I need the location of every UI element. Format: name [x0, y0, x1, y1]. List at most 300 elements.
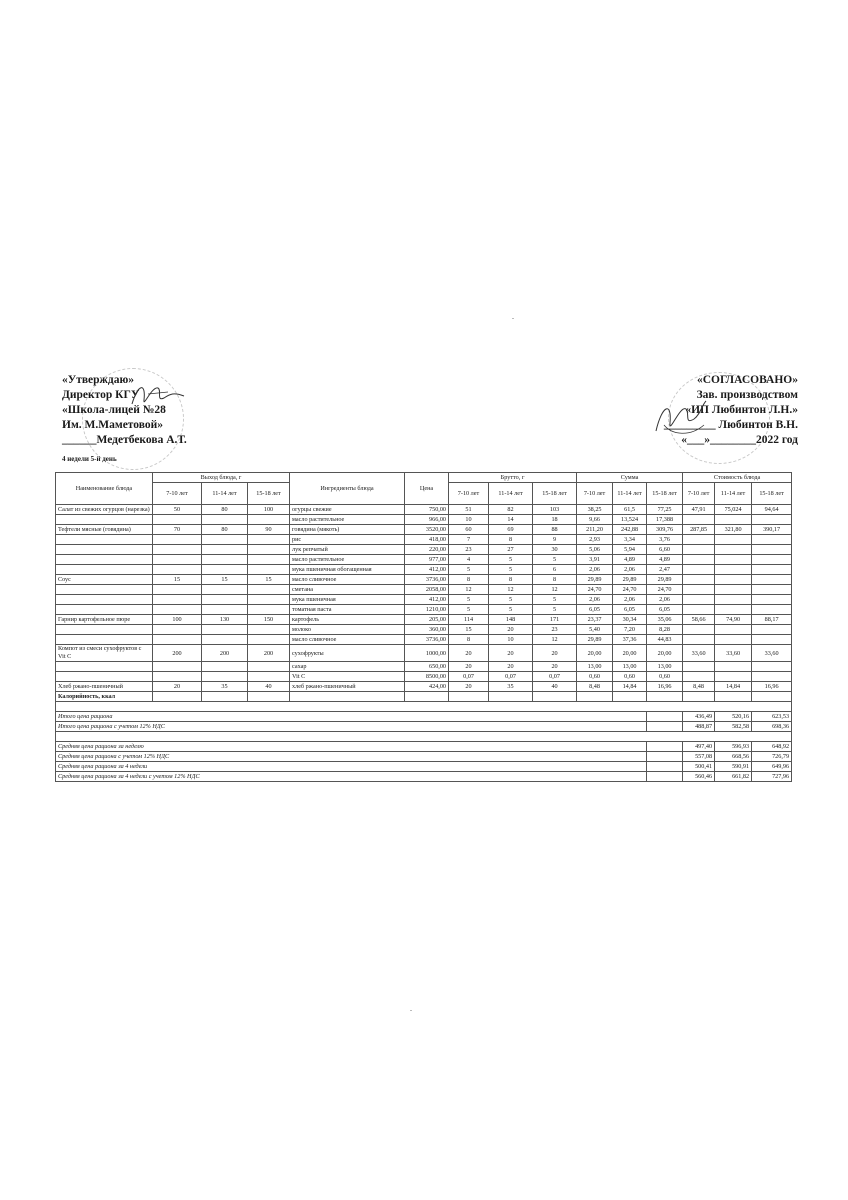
dish-name-cell [56, 585, 153, 595]
output-cell [153, 555, 202, 565]
sum-cell: 6,05 [613, 605, 647, 615]
day-label: 4 недели 5-й день [62, 455, 117, 463]
ingredient-cell: хлеб ржано-пшеничный [290, 682, 405, 692]
brutto-cell: 5 [449, 565, 489, 575]
output-cell: 35 [202, 682, 248, 692]
sum-cell: 5,40 [577, 625, 613, 635]
header-age-15-18: 15-18 лет [533, 483, 577, 505]
total-value: 500,41 [683, 762, 715, 772]
cost-cell [752, 635, 792, 645]
total-value: 560,46 [683, 772, 715, 782]
brutto-cell: 20 [533, 662, 577, 672]
table-row [56, 575, 792, 585]
header-age-11-14: 11-14 лет [613, 483, 647, 505]
brutto-cell: 35 [489, 682, 533, 692]
sum-cell: 20,00 [613, 645, 647, 662]
price-cell: 3520,00 [405, 525, 449, 535]
cost-cell [683, 515, 715, 525]
header-output: Выход блюда, г [153, 473, 290, 483]
agreement-line-1: «СОГЛАСОВАНО» [696, 374, 798, 386]
brutto-cell: 0,07 [449, 672, 489, 682]
cost-cell: 88,17 [752, 615, 792, 625]
brutto-cell: 88 [533, 525, 577, 535]
brutto-cell: 23 [533, 625, 577, 635]
cost-cell: 33,60 [683, 645, 715, 662]
brutto-cell: 15 [449, 625, 489, 635]
cost-cell [715, 635, 752, 645]
output-cell: 100 [248, 505, 290, 515]
dish-name-cell [56, 605, 153, 615]
ingredient-cell: масло растительное [290, 555, 405, 565]
approval-line-2: Директор КГУ [62, 389, 140, 401]
brutto-cell: 20 [489, 625, 533, 635]
brutto-cell: 8 [533, 575, 577, 585]
brutto-cell: 20 [449, 645, 489, 662]
output-cell [153, 595, 202, 605]
brutto-cell: 20 [489, 662, 533, 672]
brutto-cell: 40 [533, 682, 577, 692]
price-cell: 966,00 [405, 515, 449, 525]
output-cell: 200 [153, 645, 202, 662]
brutto-cell: 12 [489, 585, 533, 595]
empty-cell [613, 692, 647, 702]
cost-cell [715, 625, 752, 635]
price-cell: 360,00 [405, 625, 449, 635]
empty-cell [752, 692, 792, 702]
total-label: Средняя цена рациона за неделю [56, 742, 647, 752]
dish-name-cell [56, 625, 153, 635]
dish-name-cell: Тефтели мясные (говядина) [56, 525, 153, 535]
empty-cell [683, 692, 715, 702]
brutto-cell: 5 [533, 555, 577, 565]
total-value: 726,79 [752, 752, 792, 762]
table-row [56, 662, 792, 672]
brutto-cell: 5 [489, 565, 533, 575]
cost-cell: 33,60 [752, 645, 792, 662]
sum-cell: 29,89 [577, 575, 613, 585]
table-row [56, 635, 792, 645]
sum-cell: 5,94 [613, 545, 647, 555]
total-value: 623,53 [752, 712, 792, 722]
sum-cell: 7,20 [613, 625, 647, 635]
ingredient-cell: говядина (мякоть) [290, 525, 405, 535]
output-cell [202, 635, 248, 645]
ingredient-cell: сахар [290, 662, 405, 672]
sum-cell: 0,60 [577, 672, 613, 682]
header-age-11-14: 11-14 лет [489, 483, 533, 505]
cost-cell: 16,96 [752, 682, 792, 692]
empty-cell [248, 692, 290, 702]
cost-cell [752, 605, 792, 615]
output-cell [248, 535, 290, 545]
total-value: 582,58 [715, 722, 752, 732]
director-signature [128, 380, 188, 410]
spacer-row [56, 702, 792, 712]
ingredient-cell: картофель [290, 615, 405, 625]
empty-cell [489, 692, 533, 702]
dish-name-cell [56, 635, 153, 645]
output-cell [153, 635, 202, 645]
brutto-cell: 20 [449, 682, 489, 692]
sum-cell: 2,06 [613, 595, 647, 605]
output-cell [202, 672, 248, 682]
cost-cell [752, 672, 792, 682]
output-cell [153, 662, 202, 672]
total-row [56, 762, 792, 772]
output-cell: 15 [202, 575, 248, 585]
empty-cell [449, 692, 489, 702]
agreement-line-5: «___»________2022 год [681, 434, 798, 446]
brutto-cell: 5 [533, 595, 577, 605]
cost-cell [752, 625, 792, 635]
output-cell: 150 [248, 615, 290, 625]
output-cell [248, 545, 290, 555]
dish-name-cell [56, 672, 153, 682]
empty-cell [647, 762, 683, 772]
agreement-line-4: _________ Любинтон В.Н. [663, 419, 798, 431]
total-value: 497,40 [683, 742, 715, 752]
sum-cell: 2,06 [577, 565, 613, 575]
brutto-cell: 5 [449, 605, 489, 615]
ingredient-cell: молоко [290, 625, 405, 635]
sum-cell: 309,76 [647, 525, 683, 535]
sum-cell: 61,5 [613, 505, 647, 515]
dish-name-cell [56, 545, 153, 555]
approval-line-3: «Школа-лицей №28 [62, 404, 166, 416]
cost-cell [715, 662, 752, 672]
sum-cell: 2,06 [647, 595, 683, 605]
brutto-cell: 0,07 [489, 672, 533, 682]
empty-cell [153, 692, 202, 702]
output-cell [153, 565, 202, 575]
sum-cell: 6,05 [647, 605, 683, 615]
sum-cell: 3,34 [613, 535, 647, 545]
ingredient-cell: мука пшеничная обогащенная [290, 565, 405, 575]
agreement-line-2: Зав. производством [696, 389, 798, 401]
brutto-cell: 5 [489, 555, 533, 565]
sum-cell: 23,37 [577, 615, 613, 625]
total-value: 557,08 [683, 752, 715, 762]
sum-cell: 4,89 [647, 555, 683, 565]
sum-cell: 4,89 [613, 555, 647, 565]
price-cell: 750,00 [405, 505, 449, 515]
empty-cell [647, 742, 683, 752]
total-value: 590,91 [715, 762, 752, 772]
price-cell: 8500,00 [405, 672, 449, 682]
total-value: 698,36 [752, 722, 792, 732]
brutto-cell: 12 [449, 585, 489, 595]
output-cell [202, 625, 248, 635]
header-age-15-18: 15-18 лет [752, 483, 792, 505]
cost-cell: 8,48 [683, 682, 715, 692]
total-value: 488,87 [683, 722, 715, 732]
brutto-cell: 23 [449, 545, 489, 555]
spacer-cell [56, 702, 792, 712]
output-cell [202, 545, 248, 555]
cost-cell: 75,024 [715, 505, 752, 515]
header-age-7-10: 7-10 лет [153, 483, 202, 505]
sum-cell: 5,06 [577, 545, 613, 555]
brutto-cell: 30 [533, 545, 577, 555]
empty-cell [290, 692, 405, 702]
output-cell: 90 [248, 525, 290, 535]
sum-cell: 2,06 [613, 565, 647, 575]
total-label: Средняя цена рациона за 4 недели с учетом 12% НДС [56, 772, 647, 782]
sum-cell: 9,66 [577, 515, 613, 525]
header-age-7-10: 7-10 лет [683, 483, 715, 505]
empty-cell [715, 692, 752, 702]
sum-cell: 14,84 [613, 682, 647, 692]
output-cell: 40 [248, 682, 290, 692]
total-row [56, 742, 792, 752]
table-row [56, 555, 792, 565]
output-cell: 50 [153, 505, 202, 515]
cost-cell [683, 545, 715, 555]
output-cell [248, 555, 290, 565]
cost-cell [715, 555, 752, 565]
sum-cell: 24,70 [647, 585, 683, 595]
price-cell: 205,00 [405, 615, 449, 625]
brutto-cell: 60 [449, 525, 489, 535]
brutto-cell: 12 [533, 635, 577, 645]
total-value: 668,56 [715, 752, 752, 762]
price-cell: 220,00 [405, 545, 449, 555]
spacer-row [56, 732, 792, 742]
cost-cell [715, 585, 752, 595]
table-header-row [56, 473, 792, 483]
empty-cell [647, 722, 683, 732]
sum-cell: 77,25 [647, 505, 683, 515]
table-row [56, 565, 792, 575]
ingredient-cell: масло растительное [290, 515, 405, 525]
cost-cell [752, 585, 792, 595]
brutto-cell: 0,07 [533, 672, 577, 682]
brutto-cell: 8 [449, 635, 489, 645]
output-cell: 80 [202, 525, 248, 535]
sum-cell: 0,60 [613, 672, 647, 682]
brutto-cell: 5 [449, 595, 489, 605]
header-age-7-10: 7-10 лет [577, 483, 613, 505]
output-cell [153, 545, 202, 555]
ingredient-cell: рис [290, 535, 405, 545]
output-cell [153, 585, 202, 595]
output-cell: 20 [153, 682, 202, 692]
brutto-cell: 6 [533, 565, 577, 575]
sum-cell: 3,76 [647, 535, 683, 545]
output-cell [248, 585, 290, 595]
price-cell: 424,00 [405, 682, 449, 692]
output-cell [248, 565, 290, 575]
sum-cell: 211,20 [577, 525, 613, 535]
sum-cell: 2,06 [577, 595, 613, 605]
ingredient-cell: сметана [290, 585, 405, 595]
brutto-cell: 5 [489, 595, 533, 605]
table-row [56, 535, 792, 545]
scan-speck [410, 1010, 412, 1011]
output-cell [153, 625, 202, 635]
total-value: 648,92 [752, 742, 792, 752]
table-row [56, 625, 792, 635]
scan-speck [512, 318, 514, 319]
cost-cell [752, 555, 792, 565]
cost-cell: 287,85 [683, 525, 715, 535]
sum-cell: 24,70 [613, 585, 647, 595]
approval-line-5: ______Медетбекова А.Т. [62, 434, 187, 446]
cost-cell [715, 595, 752, 605]
output-cell [202, 535, 248, 545]
cost-cell [683, 605, 715, 615]
output-cell [248, 635, 290, 645]
sum-cell: 35,06 [647, 615, 683, 625]
table-row [56, 505, 792, 515]
sum-cell: 20,00 [647, 645, 683, 662]
total-label: Итого цена рациона с учетом 12% НДС [56, 722, 647, 732]
empty-cell [405, 692, 449, 702]
sum-cell: 17,388 [647, 515, 683, 525]
output-cell: 80 [202, 505, 248, 515]
cost-cell [683, 555, 715, 565]
output-cell [202, 555, 248, 565]
header-age-15-18: 15-18 лет [248, 483, 290, 505]
total-row [56, 752, 792, 762]
brutto-cell: 14 [489, 515, 533, 525]
sum-cell: 242,88 [613, 525, 647, 535]
brutto-cell: 9 [533, 535, 577, 545]
output-cell: 200 [202, 645, 248, 662]
cost-cell: 58,66 [683, 615, 715, 625]
approval-line-4: Им. М.Маметовой» [62, 419, 164, 431]
dish-name-cell: Соус [56, 575, 153, 585]
brutto-cell: 5 [489, 605, 533, 615]
agreement-line-3: «ИП Любинтон Л.Н.» [685, 404, 798, 416]
output-cell [202, 565, 248, 575]
sum-cell: 29,89 [647, 575, 683, 585]
cost-cell [752, 545, 792, 555]
cost-cell [715, 565, 752, 575]
empty-cell [577, 692, 613, 702]
dish-name-cell: Компот из смеси сухофруктов с Vit C [56, 645, 153, 662]
calories-row [56, 692, 792, 702]
sum-cell: 2,47 [647, 565, 683, 575]
total-value: 649,96 [752, 762, 792, 772]
sum-cell: 0,60 [647, 672, 683, 682]
brutto-cell: 5 [533, 605, 577, 615]
dish-name-cell [56, 565, 153, 575]
output-cell [153, 515, 202, 525]
cost-cell [752, 575, 792, 585]
brutto-cell: 27 [489, 545, 533, 555]
sum-cell: 13,524 [613, 515, 647, 525]
table-row [56, 682, 792, 692]
cost-cell [752, 565, 792, 575]
output-cell: 15 [153, 575, 202, 585]
price-cell: 650,00 [405, 662, 449, 672]
spacer-cell [56, 732, 792, 742]
output-cell: 130 [202, 615, 248, 625]
approval-line-1: «Утверждаю» [62, 374, 134, 386]
total-row [56, 722, 792, 732]
dish-name-cell [56, 515, 153, 525]
brutto-cell: 69 [489, 525, 533, 535]
cost-cell [752, 662, 792, 672]
total-value: 596,93 [715, 742, 752, 752]
header-age-11-14: 11-14 лет [202, 483, 248, 505]
brutto-cell: 82 [489, 505, 533, 515]
total-label: Средняя цена рациона с учетом 12% НДС [56, 752, 647, 762]
price-cell: 1210,00 [405, 605, 449, 615]
output-cell [248, 625, 290, 635]
sum-cell: 13,00 [577, 662, 613, 672]
total-label: Итого цена рациона [56, 712, 647, 722]
table-row [56, 585, 792, 595]
output-cell [248, 662, 290, 672]
dish-name-cell [56, 555, 153, 565]
sum-cell: 6,60 [647, 545, 683, 555]
cost-cell [683, 662, 715, 672]
cost-cell: 390,17 [752, 525, 792, 535]
output-cell [202, 585, 248, 595]
price-cell: 3736,00 [405, 635, 449, 645]
output-cell [248, 515, 290, 525]
output-cell [202, 605, 248, 615]
dish-name-cell: Салат из свежих огурцов (нарезка) [56, 505, 153, 515]
output-cell [248, 605, 290, 615]
header-age-7-10: 7-10 лет [449, 483, 489, 505]
table-row [56, 605, 792, 615]
output-cell [248, 672, 290, 682]
table-row [56, 525, 792, 535]
ingredient-cell: сухофрукты [290, 645, 405, 662]
brutto-cell: 148 [489, 615, 533, 625]
header-ingredients: Ингредиенты блюда [290, 473, 405, 505]
brutto-cell: 7 [449, 535, 489, 545]
table-row [56, 545, 792, 555]
sum-cell: 13,00 [647, 662, 683, 672]
cost-cell [683, 635, 715, 645]
cost-cell [715, 515, 752, 525]
brutto-cell: 8 [449, 575, 489, 585]
empty-cell [647, 752, 683, 762]
sum-cell: 13,00 [613, 662, 647, 672]
total-row [56, 772, 792, 782]
brutto-cell: 18 [533, 515, 577, 525]
output-cell [202, 595, 248, 605]
total-label: Средняя цена рациона за 4 недели [56, 762, 647, 772]
header-brutto: Брутто, г [449, 473, 577, 483]
empty-cell [647, 712, 683, 722]
sum-cell: 37,36 [613, 635, 647, 645]
header-age-11-14: 11-14 лет [715, 483, 752, 505]
ingredient-cell: Vit C [290, 672, 405, 682]
brutto-cell: 20 [533, 645, 577, 662]
header-age-15-18: 15-18 лет [647, 483, 683, 505]
header-dish-name: Наименование блюда [56, 473, 153, 505]
empty-cell [647, 772, 683, 782]
ingredient-cell: лук репчатый [290, 545, 405, 555]
brutto-cell: 8 [489, 535, 533, 545]
sum-cell: 3,91 [577, 555, 613, 565]
brutto-cell: 8 [489, 575, 533, 585]
cost-cell [752, 535, 792, 545]
price-cell: 412,00 [405, 565, 449, 575]
output-cell: 15 [248, 575, 290, 585]
table-row [56, 615, 792, 625]
total-row [56, 712, 792, 722]
sum-cell: 38,25 [577, 505, 613, 515]
sum-cell: 29,89 [613, 575, 647, 585]
empty-cell [647, 692, 683, 702]
price-cell: 418,00 [405, 535, 449, 545]
